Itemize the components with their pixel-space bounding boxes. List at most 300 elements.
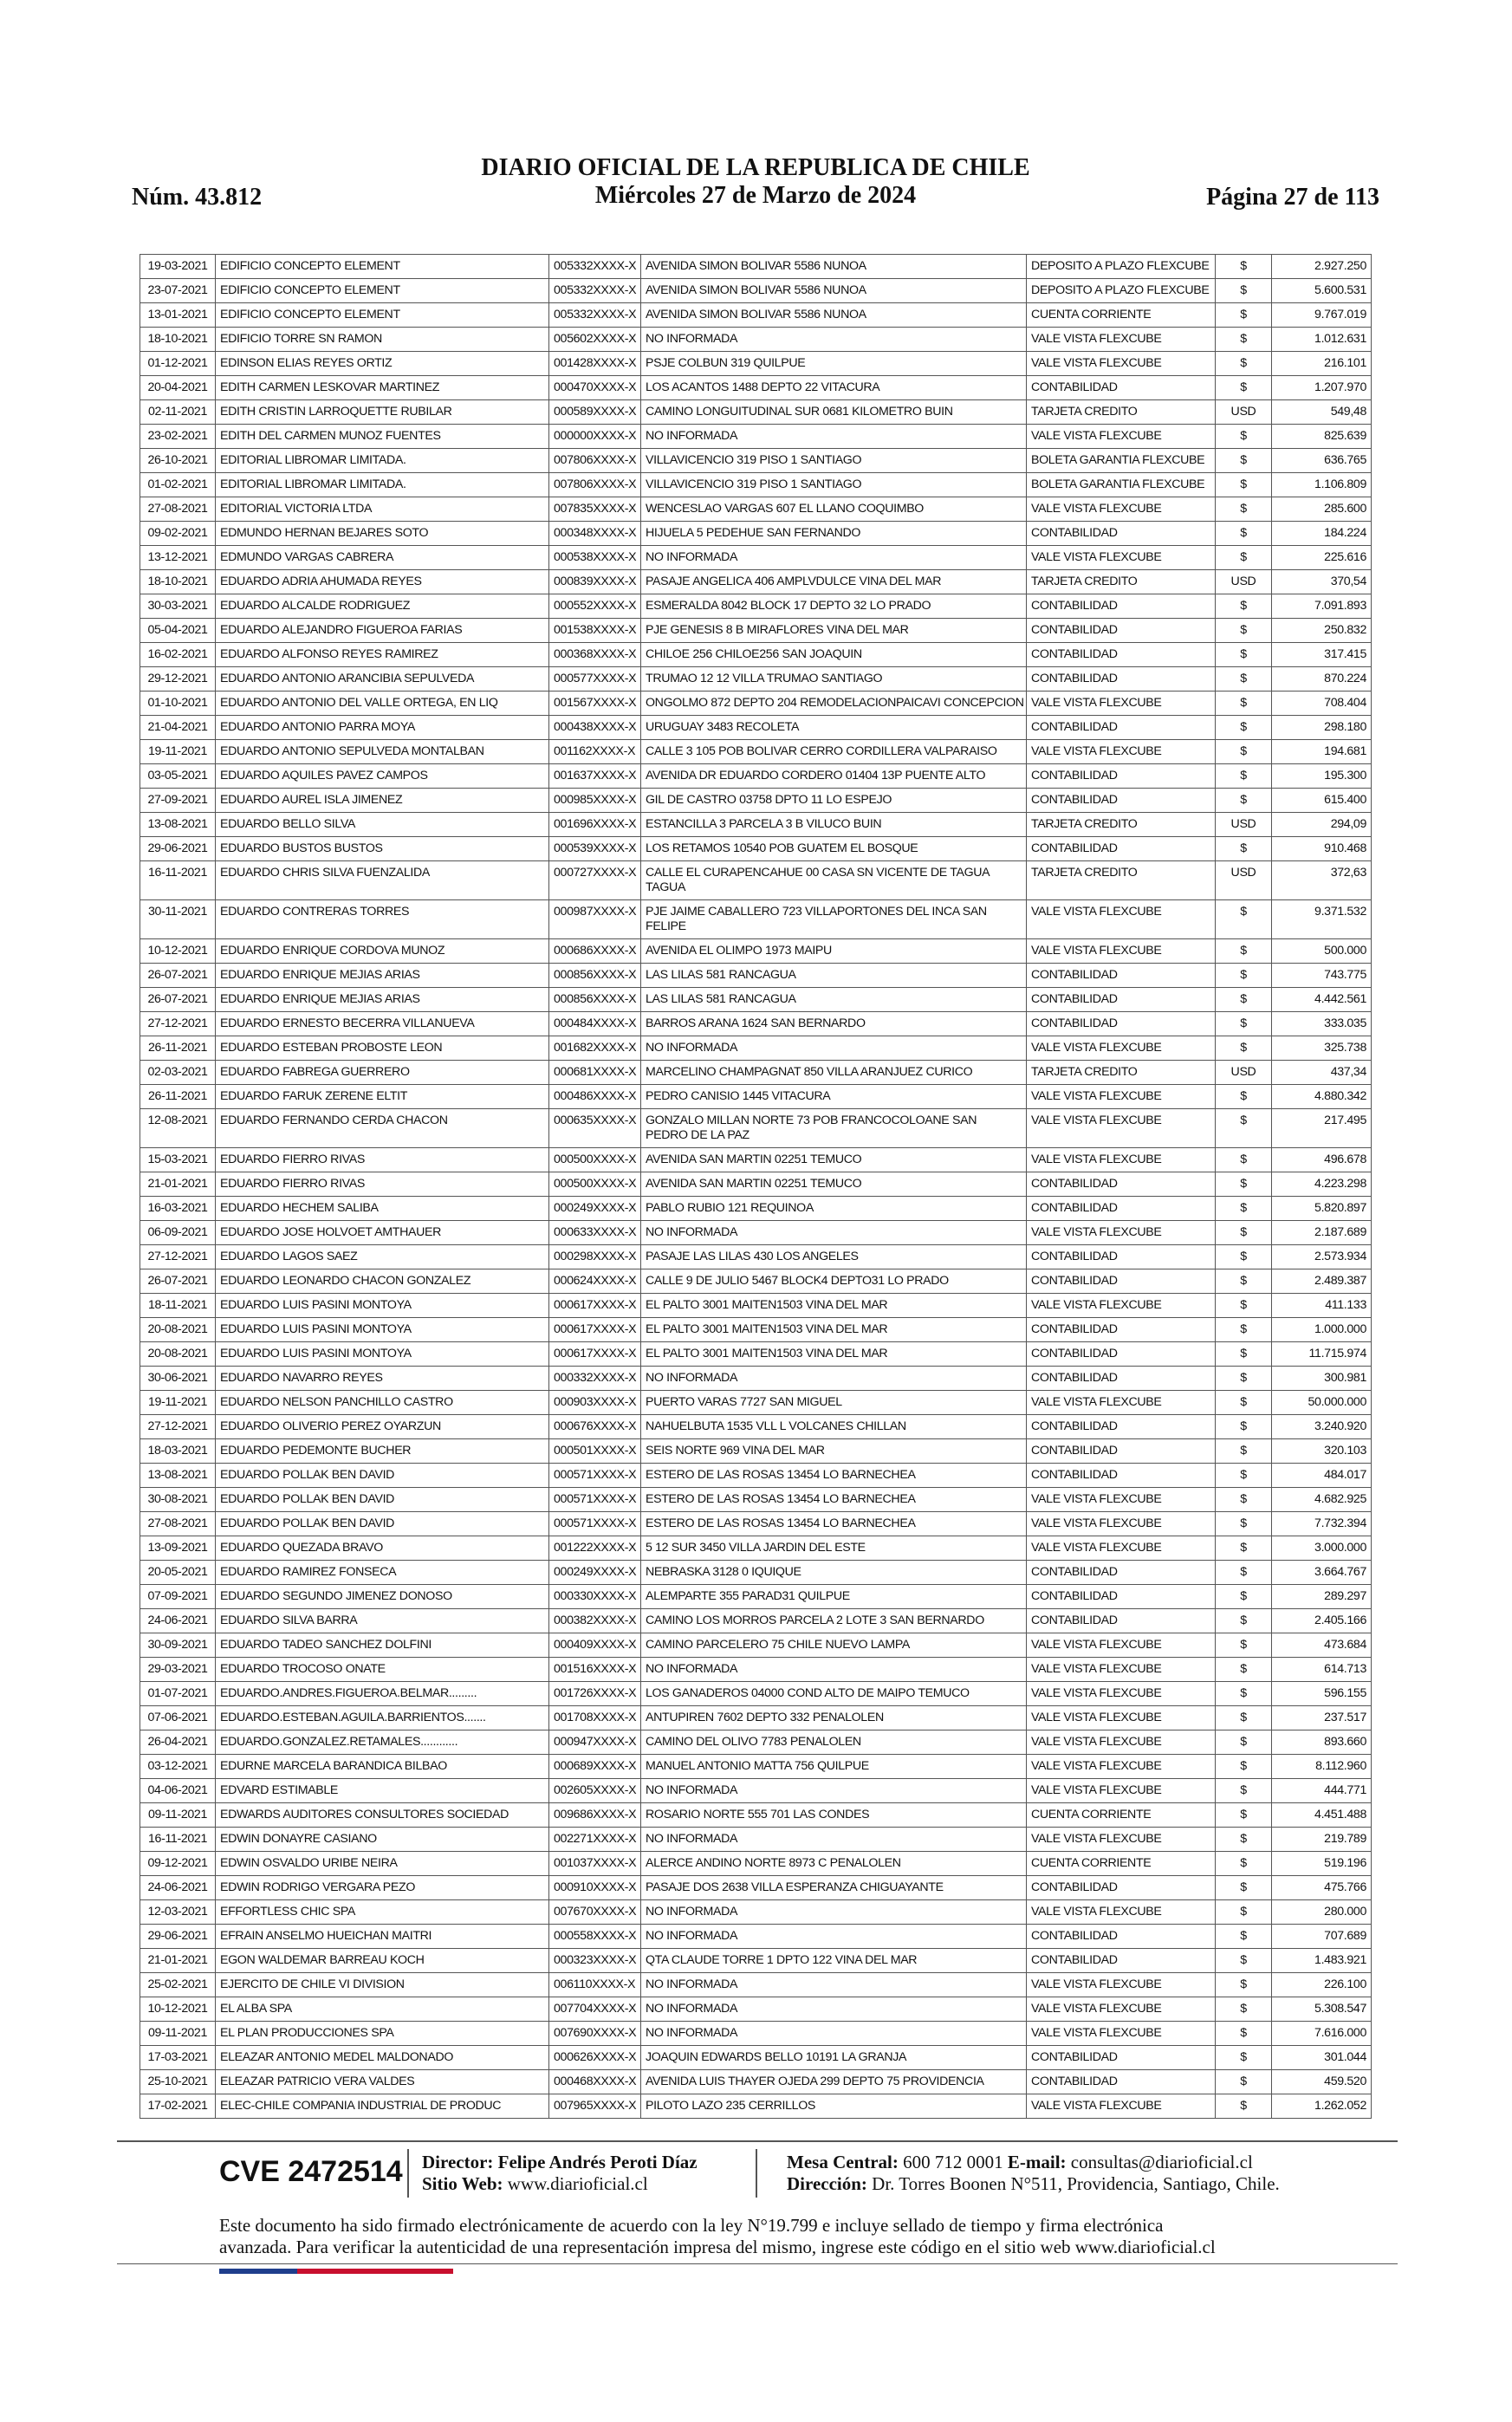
product-type-cell: CONTABILIDAD <box>1027 1269 1216 1294</box>
holder-name-cell: EDUARDO SILVA BARRA <box>216 1609 549 1633</box>
product-type-cell: VALE VISTA FLEXCUBE <box>1027 352 1216 376</box>
date-cell: 24-06-2021 <box>140 1876 216 1900</box>
website-label: Sitio Web: <box>422 2173 503 2194</box>
amount-cell: 237.517 <box>1272 1706 1372 1730</box>
date-cell: 21-04-2021 <box>140 716 216 740</box>
holder-name-cell: EDUARDO.GONZALEZ.RETAMALES............ <box>216 1730 549 1755</box>
currency-cell: USD <box>1216 861 1272 900</box>
address-cell: NO INFORMADA <box>641 1036 1027 1061</box>
amount-cell: 4.223.298 <box>1272 1172 1372 1197</box>
rut-cell: 001162XXXX-X <box>549 740 641 764</box>
table-row <box>140 1803 1372 1828</box>
table-row <box>140 1852 1372 1876</box>
rut-cell: 000727XXXX-X <box>549 861 641 900</box>
address-cell: NEBRASKA 3128 0 IQUIQUE <box>641 1561 1027 1585</box>
holder-name-cell: EDUARDO ENRIQUE MEJIAS ARIAS <box>216 964 549 988</box>
rut-cell: 000348XXXX-X <box>549 522 641 546</box>
date-cell: 10-12-2021 <box>140 1997 216 2022</box>
product-type-cell: CONTABILIDAD <box>1027 376 1216 400</box>
date-cell: 29-03-2021 <box>140 1658 216 1682</box>
holder-name-cell: EDUARDO AUREL ISLA JIMENEZ <box>216 789 549 813</box>
date-cell: 24-06-2021 <box>140 1609 216 1633</box>
date-cell: 13-01-2021 <box>140 303 216 328</box>
address-cell: EL PALTO 3001 MAITEN1503 VINA DEL MAR <box>641 1342 1027 1367</box>
amount-cell: 372,63 <box>1272 861 1372 900</box>
address-cell: JOAQUIN EDWARDS BELLO 10191 LA GRANJA <box>641 2046 1027 2070</box>
currency-cell: $ <box>1216 716 1272 740</box>
date-cell: 09-11-2021 <box>140 2022 216 2046</box>
amount-cell: 194.681 <box>1272 740 1372 764</box>
address-cell: NO INFORMADA <box>641 1973 1027 1997</box>
rut-cell: 007670XXXX-X <box>549 1900 641 1925</box>
rut-cell: 000330XXXX-X <box>549 1585 641 1609</box>
rut-cell: 001682XXXX-X <box>549 1036 641 1061</box>
currency-cell: $ <box>1216 2070 1272 2094</box>
product-type-cell: CONTABILIDAD <box>1027 789 1216 813</box>
address-cell: ANTUPIREN 7602 DEPTO 332 PENALOLEN <box>641 1706 1027 1730</box>
holder-name-cell: EDITH DEL CARMEN MUNOZ FUENTES <box>216 425 549 449</box>
date-cell: 30-03-2021 <box>140 594 216 619</box>
product-type-cell: CONTABILIDAD <box>1027 2046 1216 2070</box>
address-cell: PASAJE DOS 2638 VILLA ESPERANZA CHIGUAYANTE <box>641 1876 1027 1900</box>
product-type-cell: CONTABILIDAD <box>1027 1876 1216 1900</box>
address-cell: CAMINO LONGUITUDINAL SUR 0681 KILOMETRO BUIN <box>641 400 1027 425</box>
currency-cell: $ <box>1216 643 1272 667</box>
records-table-body <box>140 255 1372 2119</box>
address-cell: NAHUELBUTA 1535 VLL L VOLCANES CHILLAN <box>641 1415 1027 1439</box>
amount-cell: 708.404 <box>1272 692 1372 716</box>
product-type-cell: VALE VISTA FLEXCUBE <box>1027 2022 1216 2046</box>
table-row <box>140 1172 1372 1197</box>
holder-name-cell: EDUARDO RAMIREZ FONSECA <box>216 1561 549 1585</box>
date-cell: 20-05-2021 <box>140 1561 216 1585</box>
amount-cell: 473.684 <box>1272 1633 1372 1658</box>
amount-cell: 893.660 <box>1272 1730 1372 1755</box>
product-type-cell: CONTABILIDAD <box>1027 1012 1216 1036</box>
product-type-cell: TARJETA CREDITO <box>1027 570 1216 594</box>
holder-name-cell: EDUARDO ADRIA AHUMADA REYES <box>216 570 549 594</box>
table-row <box>140 2022 1372 2046</box>
currency-cell: $ <box>1216 352 1272 376</box>
holder-name-cell: EDUARDO AQUILES PAVEZ CAMPOS <box>216 764 549 789</box>
mesa-value: 600 712 0001 <box>903 2152 1003 2172</box>
amount-cell: 2.927.250 <box>1272 255 1372 279</box>
flag-stripe <box>219 2269 453 2274</box>
date-cell: 13-12-2021 <box>140 546 216 570</box>
address-cell: LAS LILAS 581 RANCAGUA <box>641 988 1027 1012</box>
date-cell: 18-03-2021 <box>140 1439 216 1464</box>
address-cell: CAMINO DEL OLIVO 7783 PENALOLEN <box>641 1730 1027 1755</box>
product-type-cell: VALE VISTA FLEXCUBE <box>1027 692 1216 716</box>
footer-divider-top <box>117 2140 1398 2142</box>
date-cell: 18-10-2021 <box>140 328 216 352</box>
date-cell: 25-10-2021 <box>140 2070 216 2094</box>
rut-cell: 000635XXXX-X <box>549 1109 641 1148</box>
currency-cell: USD <box>1216 813 1272 837</box>
table-row <box>140 473 1372 497</box>
product-type-cell: VALE VISTA FLEXCUBE <box>1027 1900 1216 1925</box>
date-cell: 20-04-2021 <box>140 376 216 400</box>
date-cell: 03-12-2021 <box>140 1755 216 1779</box>
rut-cell: 007965XXXX-X <box>549 2094 641 2119</box>
table-row <box>140 1730 1372 1755</box>
address-cell: AVENIDA SAN MARTIN 02251 TEMUCO <box>641 1172 1027 1197</box>
date-cell: 13-08-2021 <box>140 1464 216 1488</box>
product-type-cell: VALE VISTA FLEXCUBE <box>1027 1706 1216 1730</box>
table-row <box>140 449 1372 473</box>
amount-cell: 2.187.689 <box>1272 1221 1372 1245</box>
date-cell: 26-07-2021 <box>140 1269 216 1294</box>
product-type-cell: CONTABILIDAD <box>1027 1949 1216 1973</box>
product-type-cell: CONTABILIDAD <box>1027 988 1216 1012</box>
product-type-cell: VALE VISTA FLEXCUBE <box>1027 1294 1216 1318</box>
date-cell: 07-06-2021 <box>140 1706 216 1730</box>
address-cell: 5 12 SUR 3450 VILLA JARDIN DEL ESTE <box>641 1536 1027 1561</box>
address-label: Dirección: <box>787 2173 867 2194</box>
currency-cell: $ <box>1216 1415 1272 1439</box>
product-type-cell: CONTABILIDAD <box>1027 1342 1216 1367</box>
amount-cell: 9.767.019 <box>1272 303 1372 328</box>
amount-cell: 333.035 <box>1272 1012 1372 1036</box>
currency-cell: $ <box>1216 1439 1272 1464</box>
table-row <box>140 667 1372 692</box>
table-row <box>140 400 1372 425</box>
product-type-cell: CONTABILIDAD <box>1027 1367 1216 1391</box>
table-row <box>140 279 1372 303</box>
product-type-cell: VALE VISTA FLEXCUBE <box>1027 1658 1216 1682</box>
currency-cell: $ <box>1216 988 1272 1012</box>
table-row <box>140 1197 1372 1221</box>
table-row <box>140 1221 1372 1245</box>
rut-cell: 000538XXXX-X <box>549 546 641 570</box>
address-cell: PASAJE LAS LILAS 430 LOS ANGELES <box>641 1245 1027 1269</box>
footer-separator <box>756 2149 757 2198</box>
holder-name-cell: EDUARDO ANTONIO PARRA MOYA <box>216 716 549 740</box>
product-type-cell: CONTABILIDAD <box>1027 667 1216 692</box>
rut-cell: 000947XXXX-X <box>549 1730 641 1755</box>
flag-stripe-blue <box>219 2269 297 2274</box>
table-row <box>140 570 1372 594</box>
rut-cell: 000486XXXX-X <box>549 1085 641 1109</box>
table-row <box>140 1706 1372 1730</box>
currency-cell: $ <box>1216 328 1272 352</box>
rut-cell: 001696XXXX-X <box>549 813 641 837</box>
date-cell: 02-03-2021 <box>140 1061 216 1085</box>
currency-cell: $ <box>1216 619 1272 643</box>
amount-cell: 4.682.925 <box>1272 1488 1372 1512</box>
rut-cell: 001567XXXX-X <box>549 692 641 716</box>
currency-cell: $ <box>1216 1900 1272 1925</box>
currency-cell: $ <box>1216 1391 1272 1415</box>
product-type-cell: VALE VISTA FLEXCUBE <box>1027 497 1216 522</box>
rut-cell: 000839XXXX-X <box>549 570 641 594</box>
holder-name-cell: EDUARDO CHRIS SILVA FUENZALIDA <box>216 861 549 900</box>
table-row <box>140 1561 1372 1585</box>
product-type-cell: VALE VISTA FLEXCUBE <box>1027 900 1216 939</box>
holder-name-cell: EFRAIN ANSELMO HUEICHAN MAITRI <box>216 1925 549 1949</box>
rut-cell: 009686XXXX-X <box>549 1803 641 1828</box>
table-row <box>140 2046 1372 2070</box>
date-cell: 17-03-2021 <box>140 2046 216 2070</box>
currency-cell: $ <box>1216 1949 1272 1973</box>
publication-title: DIARIO OFICIAL DE LA REPUBLICA DE CHILE <box>481 154 1030 181</box>
address-cell: TRUMAO 12 12 VILLA TRUMAO SANTIAGO <box>641 667 1027 692</box>
holder-name-cell: EDITORIAL LIBROMAR LIMITADA. <box>216 449 549 473</box>
currency-cell: $ <box>1216 900 1272 939</box>
product-type-cell: VALE VISTA FLEXCUBE <box>1027 1512 1216 1536</box>
currency-cell: $ <box>1216 1148 1272 1172</box>
address-cell: CAMINO LOS MORROS PARCELA 2 LOTE 3 SAN BERNARDO <box>641 1609 1027 1633</box>
table-row <box>140 1109 1372 1148</box>
table-row <box>140 1828 1372 1852</box>
product-type-cell: CONTABILIDAD <box>1027 837 1216 861</box>
product-type-cell: CONTABILIDAD <box>1027 1585 1216 1609</box>
table-row <box>140 1294 1372 1318</box>
address-cell: AVENIDA EL OLIMPO 1973 MAIPU <box>641 939 1027 964</box>
holder-name-cell: EDUARDO ALFONSO REYES RAMIREZ <box>216 643 549 667</box>
product-type-cell: VALE VISTA FLEXCUBE <box>1027 1682 1216 1706</box>
date-cell: 18-10-2021 <box>140 570 216 594</box>
rut-cell: 000676XXXX-X <box>549 1415 641 1439</box>
holder-name-cell: EL PLAN PRODUCCIONES SPA <box>216 2022 549 2046</box>
amount-cell: 300.981 <box>1272 1367 1372 1391</box>
product-type-cell: VALE VISTA FLEXCUBE <box>1027 2094 1216 2119</box>
holder-name-cell: EDUARDO FABREGA GUERRERO <box>216 1061 549 1085</box>
holder-name-cell: EDUARDO.ESTEBAN.AGUILA.BARRIENTOS....... <box>216 1706 549 1730</box>
amount-cell: 225.616 <box>1272 546 1372 570</box>
holder-name-cell: EDVARD ESTIMABLE <box>216 1779 549 1803</box>
currency-cell: $ <box>1216 546 1272 570</box>
currency-cell: $ <box>1216 425 1272 449</box>
date-cell: 10-12-2021 <box>140 939 216 964</box>
rut-cell: 001516XXXX-X <box>549 1658 641 1682</box>
address-cell: PASAJE ANGELICA 406 AMPLVDULCE VINA DEL MAR <box>641 570 1027 594</box>
product-type-cell: VALE VISTA FLEXCUBE <box>1027 425 1216 449</box>
date-cell: 27-12-2021 <box>140 1012 216 1036</box>
table-row <box>140 1269 1372 1294</box>
rut-cell: 006110XXXX-X <box>549 1973 641 1997</box>
amount-cell: 1.483.921 <box>1272 1949 1372 1973</box>
amount-cell: 475.766 <box>1272 1876 1372 1900</box>
holder-name-cell: EDUARDO FERNANDO CERDA CHACON <box>216 1109 549 1148</box>
currency-cell: USD <box>1216 1061 1272 1085</box>
date-cell: 26-11-2021 <box>140 1085 216 1109</box>
currency-cell: $ <box>1216 1342 1272 1367</box>
table-row <box>140 2094 1372 2119</box>
footer-divider-bottom <box>117 2263 1398 2264</box>
amount-cell: 7.616.000 <box>1272 2022 1372 2046</box>
table-row <box>140 546 1372 570</box>
product-type-cell: VALE VISTA FLEXCUBE <box>1027 1036 1216 1061</box>
mesa-label: Mesa Central: <box>787 2152 899 2172</box>
currency-cell: $ <box>1216 1779 1272 1803</box>
product-type-cell: CONTABILIDAD <box>1027 522 1216 546</box>
date-cell: 17-02-2021 <box>140 2094 216 2119</box>
currency-cell: $ <box>1216 497 1272 522</box>
holder-name-cell: EDUARDO ENRIQUE CORDOVA MUNOZ <box>216 939 549 964</box>
holder-name-cell: EDUARDO HECHEM SALIBA <box>216 1197 549 1221</box>
holder-name-cell: EDUARDO NAVARRO REYES <box>216 1367 549 1391</box>
legal-notice <box>219 2215 1328 2258</box>
records-table <box>140 254 1372 2119</box>
currency-cell: $ <box>1216 789 1272 813</box>
date-cell: 16-03-2021 <box>140 1197 216 1221</box>
address-cell: NO INFORMADA <box>641 1658 1027 1682</box>
rut-cell: 000577XXXX-X <box>549 667 641 692</box>
rut-cell: 000617XXXX-X <box>549 1294 641 1318</box>
table-row <box>140 1342 1372 1367</box>
holder-name-cell: EDUARDO LUIS PASINI MONTOYA <box>216 1318 549 1342</box>
website-value: www.diarioficial.cl <box>507 2173 648 2194</box>
currency-cell: $ <box>1216 2094 1272 2119</box>
holder-name-cell: EGON WALDEMAR BARREAU KOCH <box>216 1949 549 1973</box>
address-cell: CAMINO PARCELERO 75 CHILE NUEVO LAMPA <box>641 1633 1027 1658</box>
table-row <box>140 1779 1372 1803</box>
table-row <box>140 1900 1372 1925</box>
product-type-cell: CONTABILIDAD <box>1027 764 1216 789</box>
date-cell: 26-07-2021 <box>140 964 216 988</box>
amount-cell: 825.639 <box>1272 425 1372 449</box>
table-row <box>140 1949 1372 1973</box>
product-type-cell: CONTABILIDAD <box>1027 1415 1216 1439</box>
product-type-cell: CONTABILIDAD <box>1027 716 1216 740</box>
amount-cell: 1.207.970 <box>1272 376 1372 400</box>
amount-cell: 2.405.166 <box>1272 1609 1372 1633</box>
currency-cell: $ <box>1216 1633 1272 1658</box>
rut-cell: 001708XXXX-X <box>549 1706 641 1730</box>
holder-name-cell: EDUARDO ANTONIO ARANCIBIA SEPULVEDA <box>216 667 549 692</box>
table-row <box>140 1012 1372 1036</box>
amount-cell: 707.689 <box>1272 1925 1372 1949</box>
email-value: consultas@diarioficial.cl <box>1070 2152 1253 2172</box>
product-type-cell: VALE VISTA FLEXCUBE <box>1027 1828 1216 1852</box>
email-label: E-mail: <box>1007 2152 1067 2172</box>
address-cell: ESTANCILLA 3 PARCELA 3 B VILUCO BUIN <box>641 813 1027 837</box>
currency-cell: $ <box>1216 1730 1272 1755</box>
rut-cell: 002271XXXX-X <box>549 1828 641 1852</box>
holder-name-cell: EDURNE MARCELA BARANDICA BILBAO <box>216 1755 549 1779</box>
date-cell: 29-06-2021 <box>140 1925 216 1949</box>
rut-cell: 000589XXXX-X <box>549 400 641 425</box>
product-type-cell: BOLETA GARANTIA FLEXCUBE <box>1027 449 1216 473</box>
amount-cell: 1.012.631 <box>1272 328 1372 352</box>
address-cell: LOS ACANTOS 1488 DEPTO 22 VITACURA <box>641 376 1027 400</box>
rut-cell: 000409XXXX-X <box>549 1633 641 1658</box>
address-cell: AVENIDA SIMON BOLIVAR 5586 NUNOA <box>641 303 1027 328</box>
product-type-cell: DEPOSITO A PLAZO FLEXCUBE <box>1027 279 1216 303</box>
currency-cell: $ <box>1216 449 1272 473</box>
amount-cell: 217.495 <box>1272 1109 1372 1148</box>
product-type-cell: VALE VISTA FLEXCUBE <box>1027 1973 1216 1997</box>
date-cell: 26-10-2021 <box>140 449 216 473</box>
director-label: Director: <box>422 2152 494 2172</box>
product-type-cell: TARJETA CREDITO <box>1027 1061 1216 1085</box>
currency-cell: $ <box>1216 255 1272 279</box>
currency-cell: $ <box>1216 1803 1272 1828</box>
product-type-cell: CONTABILIDAD <box>1027 1464 1216 1488</box>
holder-name-cell: EDWIN OSVALDO URIBE NEIRA <box>216 1852 549 1876</box>
rut-cell: 000910XXXX-X <box>549 1876 641 1900</box>
date-cell: 27-09-2021 <box>140 789 216 813</box>
rut-cell: 000985XXXX-X <box>549 789 641 813</box>
holder-name-cell: EJERCITO DE CHILE VI DIVISION <box>216 1973 549 1997</box>
currency-cell: $ <box>1216 1536 1272 1561</box>
address-cell: PSJE COLBUN 319 QUILPUE <box>641 352 1027 376</box>
product-type-cell: CONTABILIDAD <box>1027 1197 1216 1221</box>
date-cell: 07-09-2021 <box>140 1585 216 1609</box>
amount-cell: 596.155 <box>1272 1682 1372 1706</box>
address-cell: NO INFORMADA <box>641 1828 1027 1852</box>
product-type-cell: VALE VISTA FLEXCUBE <box>1027 1488 1216 1512</box>
product-type-cell: DEPOSITO A PLAZO FLEXCUBE <box>1027 255 1216 279</box>
date-cell: 13-09-2021 <box>140 1536 216 1561</box>
holder-name-cell: EDIFICIO CONCEPTO ELEMENT <box>216 303 549 328</box>
product-type-cell: CONTABILIDAD <box>1027 1318 1216 1342</box>
holder-name-cell: EDUARDO LEONARDO CHACON GONZALEZ <box>216 1269 549 1294</box>
amount-cell: 7.091.893 <box>1272 594 1372 619</box>
holder-name-cell: EDUARDO CONTRERAS TORRES <box>216 900 549 939</box>
table-row <box>140 1085 1372 1109</box>
product-type-cell: VALE VISTA FLEXCUBE <box>1027 328 1216 352</box>
product-type-cell: CUENTA CORRIENTE <box>1027 1803 1216 1828</box>
date-cell: 16-11-2021 <box>140 1828 216 1852</box>
holder-name-cell: EDUARDO PEDEMONTE BUCHER <box>216 1439 549 1464</box>
holder-name-cell: EDUARDO ANTONIO SEPULVEDA MONTALBAN <box>216 740 549 764</box>
currency-cell: $ <box>1216 837 1272 861</box>
amount-cell: 2.489.387 <box>1272 1269 1372 1294</box>
date-cell: 01-10-2021 <box>140 692 216 716</box>
date-cell: 03-05-2021 <box>140 764 216 789</box>
holder-name-cell: EDUARDO LUIS PASINI MONTOYA <box>216 1342 549 1367</box>
holder-name-cell: EDUARDO ENRIQUE MEJIAS ARIAS <box>216 988 549 1012</box>
address-cell: CALLE 9 DE JULIO 5467 BLOCK4 DEPTO31 LO PRADO <box>641 1269 1027 1294</box>
currency-cell: $ <box>1216 1085 1272 1109</box>
rut-cell: 000484XXXX-X <box>549 1012 641 1036</box>
currency-cell: $ <box>1216 939 1272 964</box>
amount-cell: 549,48 <box>1272 400 1372 425</box>
table-row <box>140 964 1372 988</box>
address-cell: AVENIDA SIMON BOLIVAR 5586 NUNOA <box>641 255 1027 279</box>
currency-cell: $ <box>1216 1488 1272 1512</box>
product-type-cell: CUENTA CORRIENTE <box>1027 1852 1216 1876</box>
product-type-cell: VALE VISTA FLEXCUBE <box>1027 546 1216 570</box>
address-cell: ESMERALDA 8042 BLOCK 17 DEPTO 32 LO PRADO <box>641 594 1027 619</box>
holder-name-cell: EDUARDO ALEJANDRO FIGUEROA FARIAS <box>216 619 549 643</box>
currency-cell: USD <box>1216 570 1272 594</box>
address-cell: EL PALTO 3001 MAITEN1503 VINA DEL MAR <box>641 1294 1027 1318</box>
address-cell: LOS GANADEROS 04000 COND ALTO DE MAIPO TEMUCO <box>641 1682 1027 1706</box>
address-cell: LAS LILAS 581 RANCAGUA <box>641 964 1027 988</box>
rut-cell: 000368XXXX-X <box>549 643 641 667</box>
table-row <box>140 303 1372 328</box>
rut-cell: 000470XXXX-X <box>549 376 641 400</box>
table-row <box>140 1876 1372 1900</box>
amount-cell: 4.451.488 <box>1272 1803 1372 1828</box>
product-type-cell: CONTABILIDAD <box>1027 594 1216 619</box>
amount-cell: 50.000.000 <box>1272 1391 1372 1415</box>
table-row <box>140 1245 1372 1269</box>
table-row <box>140 861 1372 900</box>
date-cell: 18-11-2021 <box>140 1294 216 1318</box>
date-cell: 29-06-2021 <box>140 837 216 861</box>
table-row <box>140 1658 1372 1682</box>
holder-name-cell: EDINSON ELIAS REYES ORTIZ <box>216 352 549 376</box>
rut-cell: 005332XXXX-X <box>549 303 641 328</box>
product-type-cell: VALE VISTA FLEXCUBE <box>1027 1779 1216 1803</box>
product-type-cell: CONTABILIDAD <box>1027 643 1216 667</box>
currency-cell: $ <box>1216 1852 1272 1876</box>
holder-name-cell: EDUARDO FIERRO RIVAS <box>216 1172 549 1197</box>
